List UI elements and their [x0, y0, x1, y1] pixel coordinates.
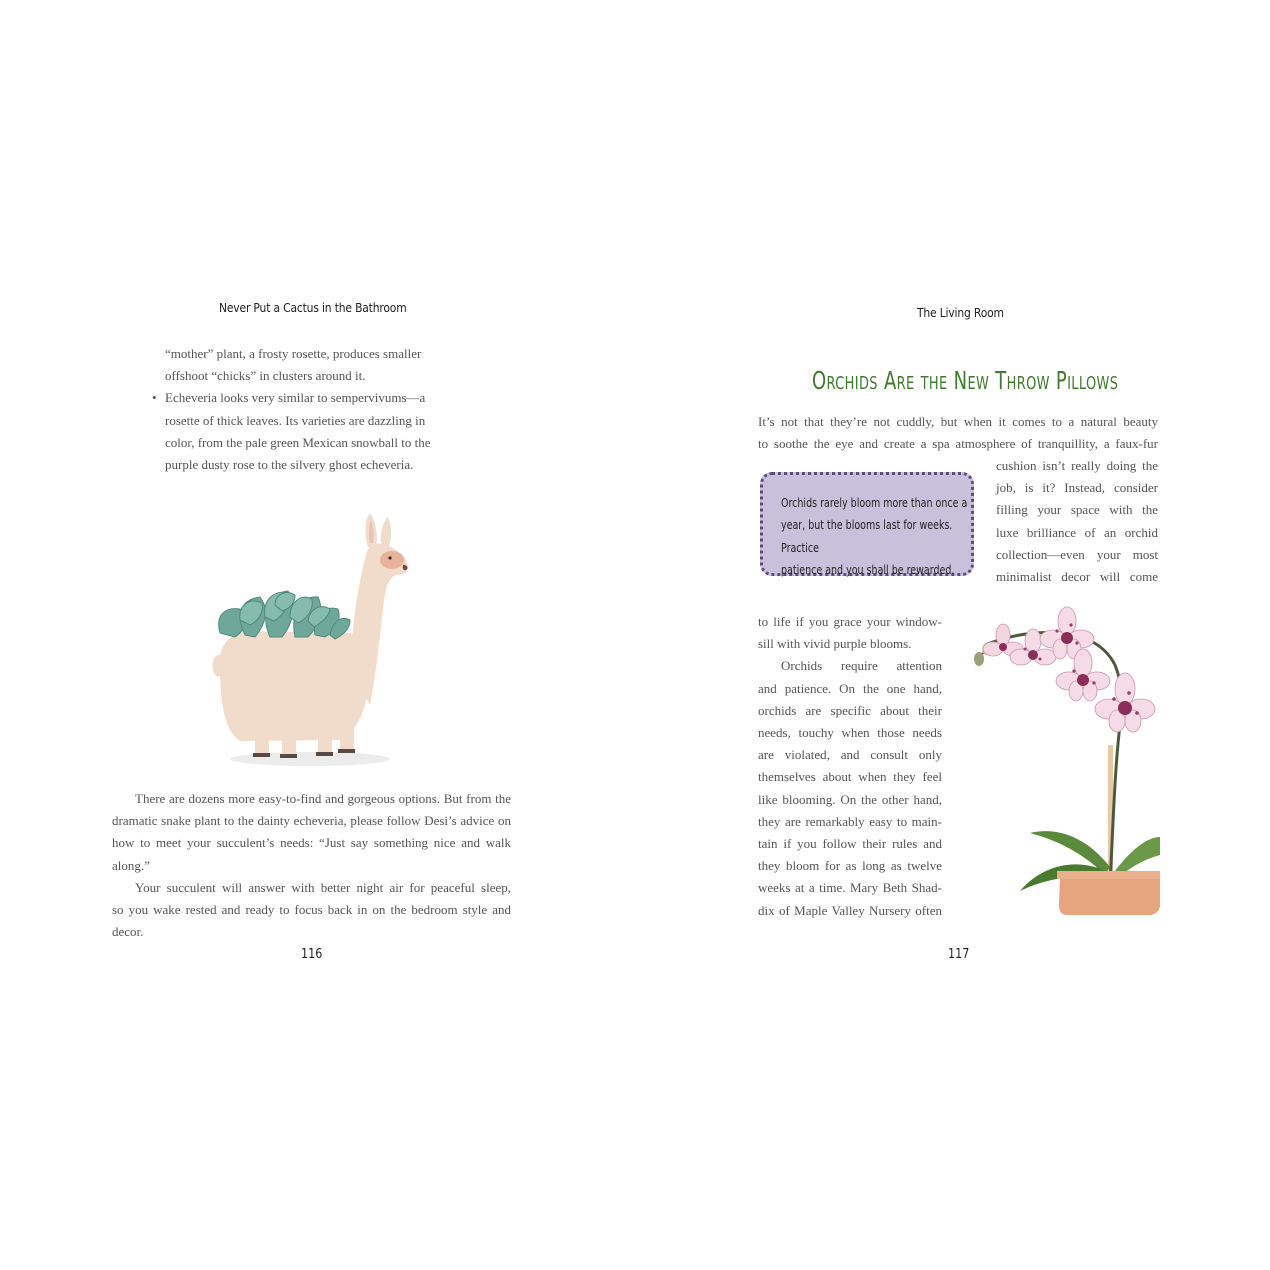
running-head-right: The Living Room: [917, 305, 1004, 320]
llama-planter-illustration: [200, 505, 420, 770]
wrap-text: [996, 455, 1158, 588]
text-line: sill with vivid purple blooms.: [758, 636, 912, 652]
text-line: weeks at a time. Mary Beth Shad-: [758, 880, 942, 896]
text-line: “mother” plant, a frosty rosette, produces smaller: [165, 346, 422, 361]
callout-line: patience and you shall be rewarded.: [781, 562, 955, 577]
text-line: orchids are specific about their: [758, 702, 942, 718]
text-line: decor.: [112, 924, 144, 940]
text-line: minimalist decor will come: [996, 569, 1158, 585]
text-line: how to meet your succulent’s needs: “Just say something nice and walk along.”: [112, 835, 511, 873]
text-line: dramatic snake plant to the dainty echeveria, please follow Desi’s advice on: [112, 813, 511, 829]
text-line: luxe brilliance of an orchid: [996, 524, 1158, 540]
text-line: tain if you follow their rules and: [758, 836, 942, 852]
text-line: filling your space with the: [996, 502, 1158, 518]
callout-box: [760, 472, 974, 576]
orchid-illustration: [965, 605, 1160, 917]
text-line: rosette of thick leaves. Its varieties are dazzling in: [165, 412, 426, 428]
text-line: are violated, and consult only: [758, 747, 942, 763]
bullet-list: [152, 343, 460, 476]
text-line: collection—even your most: [996, 546, 1158, 562]
text-line: like blooming. On the other hand,: [758, 791, 942, 807]
section-heading: [812, 366, 1118, 395]
text-line: purple dusty rose to the silvery ghost echeveria.: [165, 457, 414, 473]
callout-line: Orchids rarely bloom more than once a: [781, 496, 968, 510]
text-line: and patience. On the one hand,: [758, 680, 942, 696]
column-text: [758, 611, 942, 922]
heading-text: Orchids Are the New Throw Pillows: [812, 366, 1119, 395]
text-line: Orchids require attention: [781, 658, 942, 674]
text-line: they are remarkably easy to main-: [758, 813, 942, 829]
text-line: so you wake rested and ready to focus back in on the bedroom style and: [112, 902, 511, 918]
text-line: There are dozens more easy-to-find and gorgeous options. But from the: [135, 791, 511, 806]
text-line: Your succulent will answer with better night air for peaceful sleep,: [135, 879, 511, 895]
text-line: needs, touchy when those needs: [758, 725, 942, 741]
text-line: cushion isn’t really doing the: [996, 458, 1158, 473]
text-line: dix of Maple Valley Nursery often: [758, 902, 942, 918]
bullet-marker: •: [152, 390, 157, 406]
text-line: color, from the pale green Mexican snowball to the: [165, 434, 431, 450]
text-line: themselves about when they feel: [758, 769, 942, 785]
callout-line: year, but the blooms last for weeks. Practice: [781, 518, 953, 555]
text-line: to life if you grace your window-: [758, 614, 942, 629]
bullet-item: [152, 387, 460, 409]
intro-text: [758, 411, 1158, 455]
text-line: job, is it? Instead, consider: [996, 480, 1158, 496]
text-line: Echeveria looks very similar to sempervivums—a: [165, 390, 426, 406]
callout-text: [781, 492, 972, 581]
page-number-left: 116: [301, 947, 323, 962]
text-line: they bloom for as long as twelve: [758, 858, 942, 874]
text-line: to soothe the eye and create a spa atmosphere of tranquillity, a faux-fur: [758, 436, 1158, 452]
page-number-right: 117: [948, 947, 970, 962]
left-body-text: [112, 788, 511, 943]
text-line: offshoot “chicks” in clusters around it.: [165, 368, 366, 384]
text-line: It’s not that they’re not cuddly, but when it comes to a natural beauty: [758, 414, 1158, 429]
running-head-left: Never Put a Cactus in the Bathroom: [219, 300, 407, 315]
